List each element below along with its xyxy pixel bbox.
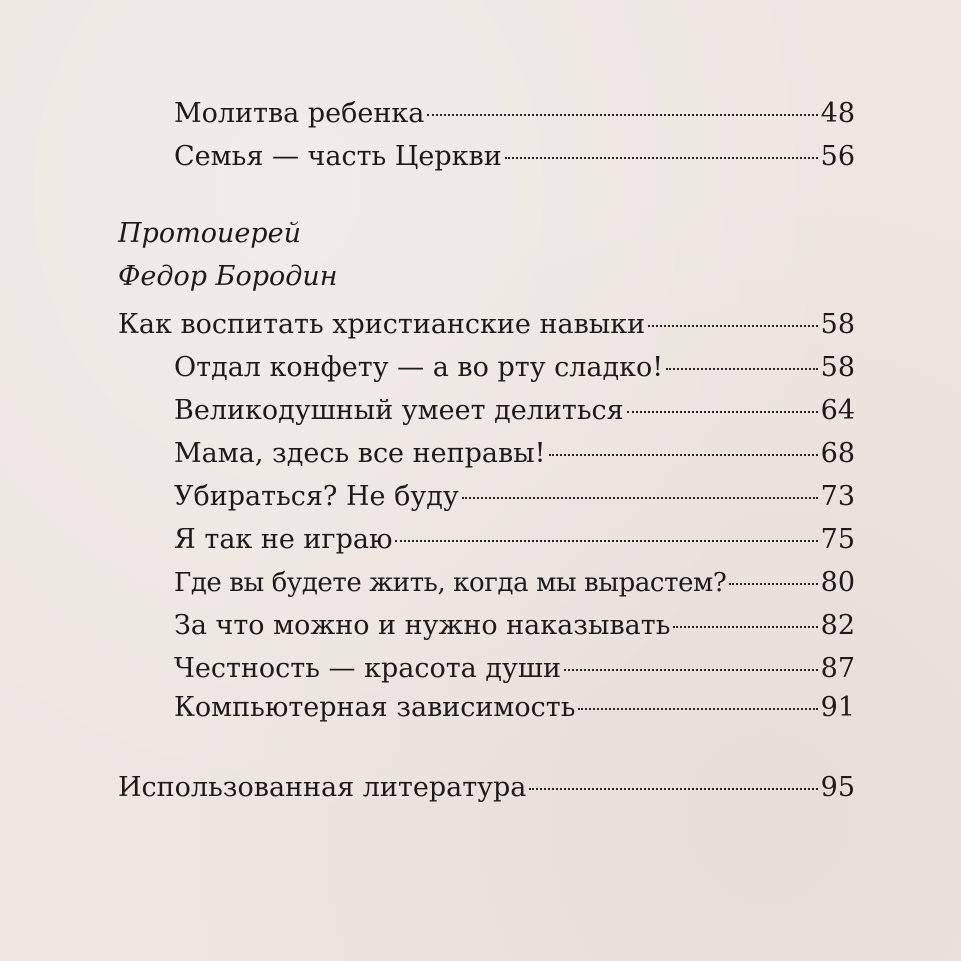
toc-entry-title: Мама, здесь все неправы! — [174, 438, 546, 469]
toc-entry-page: 82 — [820, 610, 855, 641]
toc-entry-title: Убираться? Не буду — [174, 481, 459, 512]
toc-entry — [174, 649, 855, 689]
toc-leader-dots — [529, 788, 817, 790]
author-name: Федор Бородин — [118, 261, 338, 292]
toc-entry-page: 73 — [820, 481, 855, 512]
toc-entry — [174, 348, 855, 388]
toc-chapter-title: Как воспитать христианские навыки — [118, 309, 646, 340]
toc-entry — [174, 434, 855, 474]
toc-literature-title: Использованная литература — [118, 772, 527, 803]
toc-leader-dots — [505, 157, 818, 159]
toc-entry-title: За что можно и нужно наказывать — [174, 610, 671, 641]
toc-entry-title: Семья — часть Церкви — [174, 141, 502, 172]
toc-entry — [174, 606, 855, 646]
author-title: Протоиерей — [118, 218, 301, 249]
toc-entry-title: Великодушный умеет делиться — [174, 395, 624, 426]
toc-leader-dots — [578, 708, 817, 710]
toc-entry — [174, 477, 855, 517]
toc-entry-page: 87 — [820, 653, 855, 684]
toc-entry — [174, 391, 855, 431]
toc-entry — [174, 137, 855, 177]
toc-entry-title: Где вы будете жить, когда мы вырастем? — [174, 568, 727, 598]
toc-entry-page: 56 — [820, 141, 855, 172]
toc-entry — [174, 688, 855, 728]
toc-entry-page: 80 — [820, 567, 855, 598]
toc-leader-dots — [564, 669, 818, 671]
toc-leader-dots — [627, 411, 818, 413]
toc-leader-dots — [673, 626, 817, 628]
toc-entry-title: Молитва ребенка — [174, 98, 425, 129]
toc-entry-title: Компьютерная зависимость — [174, 692, 576, 723]
toc-entry — [174, 520, 855, 560]
toc-entry-page: 48 — [820, 98, 855, 129]
toc-entry-page: 64 — [820, 395, 855, 426]
toc-leader-dots — [395, 540, 817, 542]
toc-entry-title: Честность — красота души — [174, 653, 561, 684]
toc-entry-title: Отдал конфету — а во рту сладко! — [174, 352, 664, 383]
toc-leader-dots — [729, 583, 817, 585]
toc-entry-page: 68 — [820, 438, 855, 469]
toc-entry-page: 58 — [820, 352, 855, 383]
toc-entry-page: 91 — [820, 692, 855, 723]
toc-leader-dots — [462, 497, 818, 499]
toc-literature — [118, 768, 855, 808]
toc-entry — [174, 563, 855, 603]
toc-entry-title: Я так не играю — [174, 524, 393, 555]
toc-leader-dots — [549, 454, 818, 456]
toc-entry — [174, 94, 855, 134]
toc-literature-page: 95 — [820, 772, 855, 803]
toc-chapter-page: 58 — [820, 309, 855, 340]
toc-leader-dots — [648, 325, 818, 327]
toc-leader-dots — [666, 368, 818, 370]
toc-leader-dots — [427, 114, 817, 116]
toc-entry-page: 75 — [820, 524, 855, 555]
toc-chapter — [118, 305, 855, 345]
